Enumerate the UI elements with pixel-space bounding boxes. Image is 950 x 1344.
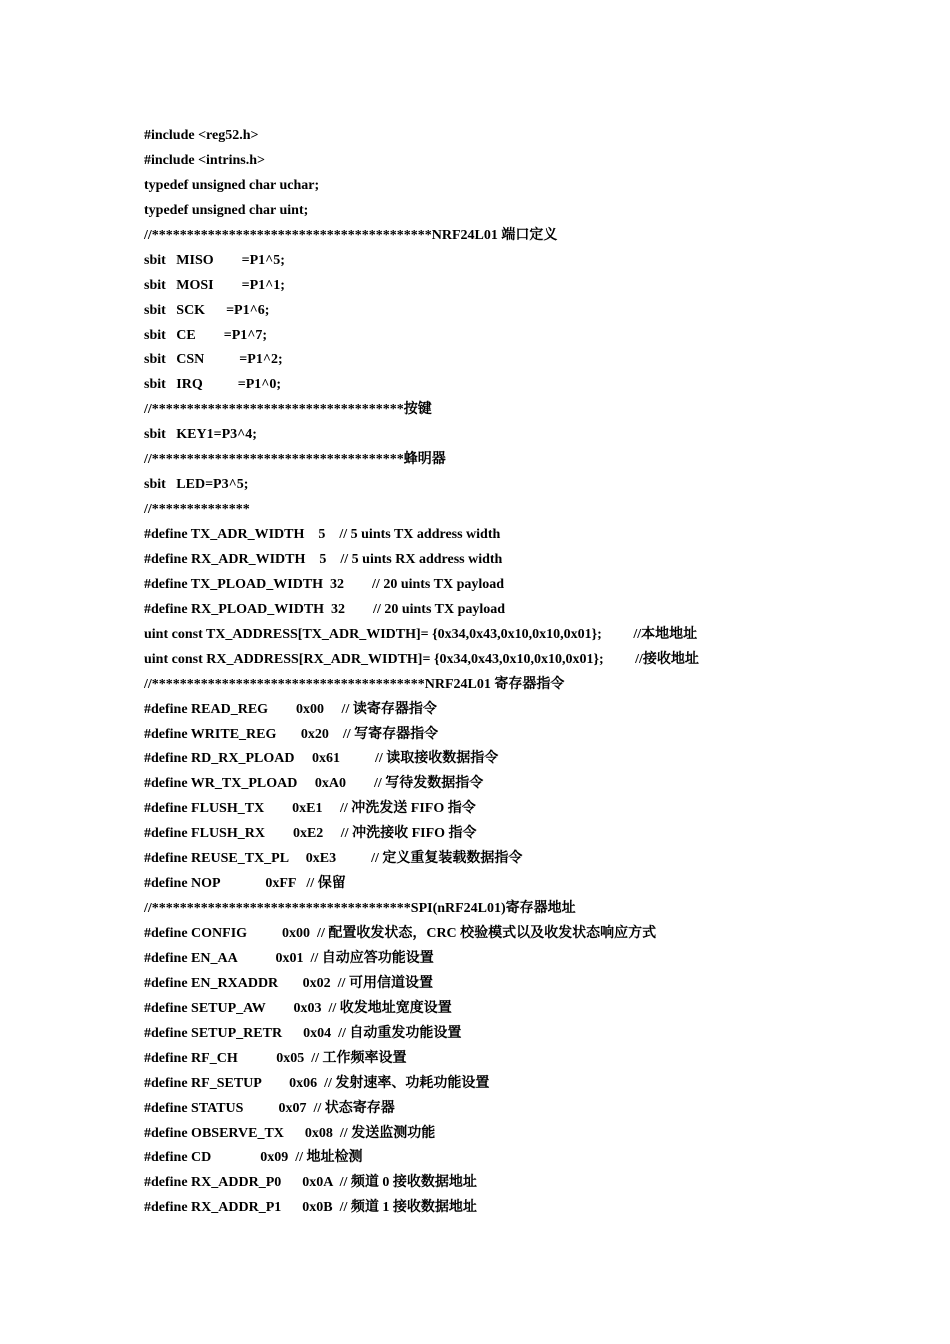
- code-line: #define CD 0x09 // 地址检测: [144, 1150, 363, 1166]
- code-line: #define NOP 0xFF // 保留: [144, 876, 346, 892]
- code-line: #define READ_REG 0x00 // 读寄存器指令: [144, 701, 437, 717]
- code-line: #define SETUP_AW 0x03 // 收发地址宽度设置: [144, 1000, 452, 1016]
- code-line: //****************************************NRF24L01 端口定义: [144, 227, 558, 243]
- code-line: sbit KEY1=P3^4;: [144, 427, 257, 443]
- code-line: #define SETUP_RETR 0x04 // 自动重发功能设置: [144, 1025, 462, 1041]
- code-line: uint const TX_ADDRESS[TX_ADR_WIDTH]= {0x34,0x43,0x10,0x10,0x01}; //本地地址: [144, 626, 698, 642]
- code-line: sbit MISO =P1^5;: [144, 252, 285, 268]
- code-line: #include <reg52.h>: [144, 128, 259, 143]
- code-line: uint const RX_ADDRESS[RX_ADR_WIDTH]= {0x34,0x43,0x10,0x10,0x01}; //接收地址: [144, 651, 699, 667]
- code-line: #define TX_PLOAD_WIDTH 32 // 20 uints TX payload: [144, 576, 505, 592]
- code-line: #define REUSE_TX_PL 0xE3 // 定义重复装载数据指令: [144, 851, 523, 867]
- code-line: #define RF_SETUP 0x06 // 发射速率、功耗功能设置: [144, 1075, 490, 1091]
- code-line: sbit CE =P1^7;: [144, 327, 268, 343]
- code-line: #define OBSERVE_TX 0x08 // 发送监测功能: [144, 1125, 436, 1141]
- code-line: #define FLUSH_TX 0xE1 // 冲洗发送 FIFO 指令: [144, 801, 476, 817]
- code-line: //*************************************SPI(nRF24L01)寄存器地址: [144, 901, 576, 917]
- code-line: #define CONFIG 0x00 // 配置收发状态，CRC 校验模式以及收发状态响应方式: [144, 926, 657, 941]
- code-line: //************************************蜂明器: [144, 452, 446, 468]
- code-line: #define RX_PLOAD_WIDTH 32 // 20 uints TX payload: [144, 601, 506, 617]
- code-line: //***************************************NRF24L01 寄存器指令: [144, 676, 565, 692]
- code-line: #define EN_AA 0x01 // 自动应答功能设置: [144, 950, 434, 966]
- code-line: typedef unsigned char uchar;: [144, 177, 320, 193]
- code-line: #define FLUSH_RX 0xE2 // 冲洗接收 FIFO 指令: [144, 826, 477, 842]
- code-line: #define RX_ADDR_P0 0x0A // 频道 0 接收数据地址: [144, 1175, 477, 1191]
- code-line: #define RX_ADR_WIDTH 5 // 5 uints RX address width: [144, 551, 503, 567]
- code-line: #define TX_ADR_WIDTH 5 // 5 uints TX address width: [144, 527, 501, 542]
- code-line: #define STATUS 0x07 // 状态寄存器: [144, 1100, 395, 1116]
- code-line: sbit SCK =P1^6;: [144, 302, 270, 318]
- code-line: #define EN_RXADDR 0x02 // 可用信道设置: [144, 975, 433, 991]
- code-line: #define WR_TX_PLOAD 0xA0 // 写待发数据指令: [144, 776, 484, 792]
- code-line: sbit LED=P3^5;: [144, 477, 249, 493]
- code-line: sbit IRQ =P1^0;: [144, 377, 282, 393]
- code-line: sbit MOSI =P1^1;: [144, 277, 285, 293]
- code-line: //**************: [144, 502, 250, 518]
- code-line: #define WRITE_REG 0x20 // 写寄存器指令: [144, 726, 439, 742]
- code-line: #define RD_RX_PLOAD 0x61 // 读取接收数据指令: [144, 751, 499, 767]
- code-line: //************************************按键: [144, 402, 432, 418]
- code-line: #define RX_ADDR_P1 0x0B // 频道 1 接收数据地址: [144, 1200, 477, 1216]
- code-line: sbit CSN =P1^2;: [144, 352, 283, 368]
- code-line: #include <intrins.h>: [144, 152, 265, 168]
- code-line: typedef unsigned char uint;: [144, 202, 309, 218]
- code-listing: [144, 124, 924, 1221]
- code-line: #define RF_CH 0x05 // 工作频率设置: [144, 1050, 407, 1066]
